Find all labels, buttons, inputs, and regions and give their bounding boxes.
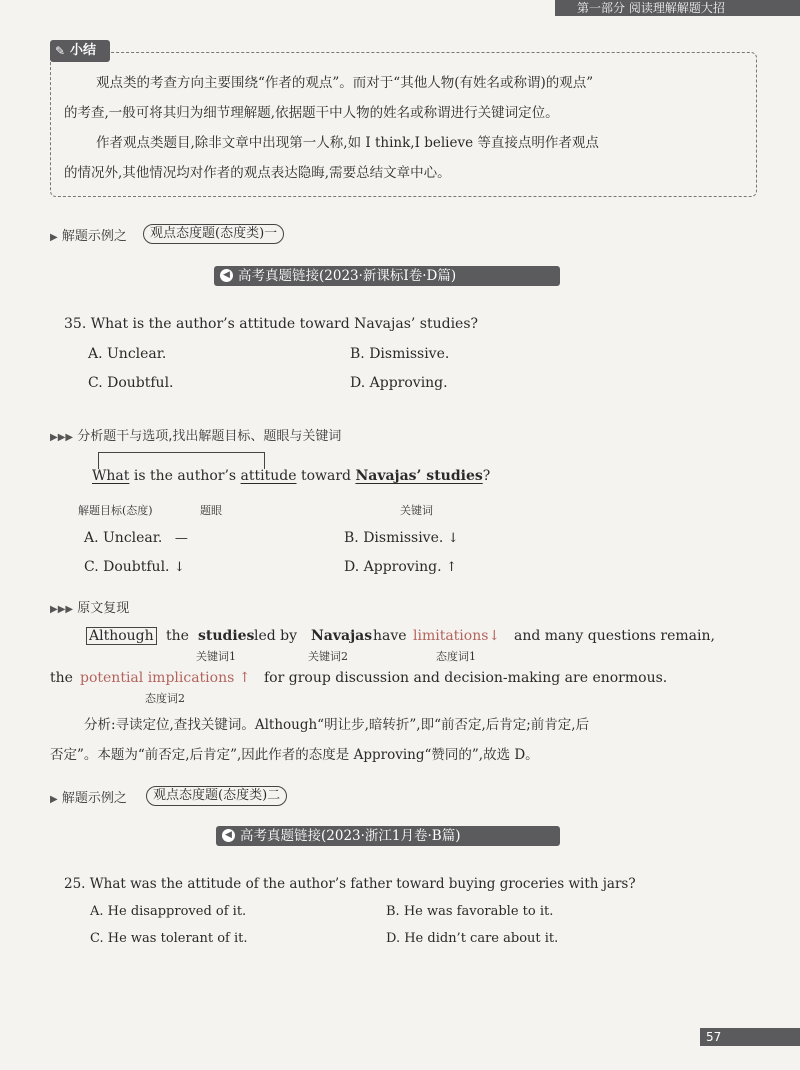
source-banner xyxy=(214,266,560,286)
option-b: B. Dismissive. xyxy=(350,346,450,362)
example-pill-label: 观点态度题(态度类)二 xyxy=(146,786,287,806)
summary-text: 的情况外,其他情况均对作者的观点表达隐晦,需要总结文章中心。 xyxy=(64,165,451,181)
option-c-text: C. Doubtful. xyxy=(84,559,170,575)
example-prefix: 解题示例之 xyxy=(61,229,127,244)
summary-tab: 小结 xyxy=(50,40,110,62)
question-text: 35. What is the author’s attitude toward Navajas’ studies? xyxy=(64,316,479,332)
question-keyword: Navajas’ studies xyxy=(355,468,483,484)
word-have: have xyxy=(373,628,407,644)
source-banner xyxy=(216,826,560,846)
pointer-icon: ◀ xyxy=(222,829,235,842)
option-b xyxy=(344,530,459,546)
analysis-heading-label: 分析题干与选项,找出解题目标、题眼与关键词 xyxy=(77,429,342,444)
option-b: B. He was favorable to it. xyxy=(386,904,554,919)
question-end: ? xyxy=(482,468,491,484)
option-d: D. He didn’t care about it. xyxy=(386,931,559,946)
sentence-rest: for group discussion and decision-making are enormous. xyxy=(264,670,668,686)
annotated-question xyxy=(92,468,490,484)
example-pill-label: 观点态度题(态度类)一 xyxy=(143,224,284,244)
pencil-icon: ✎ xyxy=(55,44,66,58)
source-banner-label: 高考真题链接(2023·浙江1月卷·B篇) xyxy=(240,828,461,844)
option-a: A. Unclear. xyxy=(88,346,167,362)
label-attitude-2: 态度词2 xyxy=(145,692,185,705)
analysis-text: 否定”。本题为“前否定,后肯定”,因此作者的态度是 Approving“赞同的”,故选 D。 xyxy=(50,747,539,763)
bracket-connector xyxy=(98,452,265,469)
word-although: Although xyxy=(86,627,157,645)
example-heading xyxy=(50,225,127,244)
question-word-what: What xyxy=(92,468,130,484)
option-c: C. He was tolerant of it. xyxy=(90,931,248,946)
summary-text: 观点类的考查方向主要围绕“作者的观点”。而对于“其他人物(有姓名或称谓)的观点” xyxy=(96,75,594,91)
option-a: A. He disapproved of it. xyxy=(90,904,247,919)
up-arrow-icon: ↑ xyxy=(446,560,457,575)
pointer-icon: ◀ xyxy=(220,269,233,282)
example-pill xyxy=(146,784,287,806)
option-c xyxy=(84,559,185,575)
example-heading xyxy=(50,787,127,806)
option-c: C. Doubtful. xyxy=(88,375,174,391)
page-number: 57 xyxy=(700,1028,800,1046)
summary-text: 作者观点类题目,除非文章中出现第一人称,如 I think,I believe 等直接点明作者观点 xyxy=(96,135,599,151)
neutral-mark: — xyxy=(174,531,188,546)
question-word-attitude: attitude xyxy=(240,468,297,484)
word-the: the xyxy=(166,628,189,644)
label-target: 解题目标(态度) xyxy=(78,504,153,517)
option-b-text: B. Dismissive. xyxy=(344,530,444,546)
summary-text: 的考查,一般可将其归为细节理解题,依据题干中人物的姓名或称谓进行关键词定位。 xyxy=(64,105,559,121)
example-prefix: 解题示例之 xyxy=(61,791,127,806)
label-keyword-1: 关键词1 xyxy=(196,650,236,663)
original-heading xyxy=(50,597,129,616)
triangle-icon: ▶ xyxy=(50,794,58,805)
option-d xyxy=(344,559,457,575)
question-text-part: is the author’s xyxy=(129,468,241,484)
label-keyword-2: 关键词2 xyxy=(308,650,348,663)
triangle-icon: ▶ xyxy=(50,232,58,243)
label-attitude-1: 态度词1 xyxy=(436,650,476,663)
label-keyword: 关键词 xyxy=(400,504,433,517)
down-arrow-icon: ↓ xyxy=(173,560,185,575)
analysis-text: 分析:寻读定位,查找关键词。Although“明让步,暗转折”,即“前否定,后肯定;前肯定,后 xyxy=(84,717,590,733)
option-d: D. Approving. xyxy=(350,375,448,391)
down-arrow-icon: ↓ xyxy=(447,531,459,546)
word-led-by: led by xyxy=(254,628,298,644)
example-pill xyxy=(143,222,284,244)
running-header: 第一部分 阅读理解解题大招 xyxy=(555,0,800,16)
original-heading-label: 原文复现 xyxy=(77,601,130,616)
attitude-word-implications xyxy=(80,670,250,686)
triple-arrow-icon: ▶▶▶ xyxy=(50,432,74,443)
option-d-text: D. Approving. xyxy=(344,559,442,575)
analysis-heading xyxy=(50,425,341,444)
attitude-word-limitations xyxy=(413,628,500,644)
up-arrow-icon: ↑ xyxy=(238,670,251,686)
triple-arrow-icon: ▶▶▶ xyxy=(50,604,74,615)
keyword-studies: studies xyxy=(198,628,255,644)
sentence-rest: and many questions remain, xyxy=(514,628,715,644)
question-text-part: toward xyxy=(296,468,356,484)
word-the: the xyxy=(50,670,73,686)
option-a xyxy=(84,530,188,546)
limitations-text: limitations xyxy=(413,628,489,644)
source-banner-label: 高考真题链接(2023·新课标Ⅰ卷·D篇) xyxy=(238,268,457,284)
keyword-navajas: Navajas xyxy=(311,628,373,644)
down-arrow-icon: ↓ xyxy=(488,628,501,644)
option-a-text: A. Unclear. xyxy=(84,530,163,546)
question-text: 25. What was the attitude of the author’s father toward buying groceries with jars? xyxy=(64,876,636,892)
implications-text: potential implications xyxy=(80,670,235,686)
label-eye: 题眼 xyxy=(200,504,222,517)
